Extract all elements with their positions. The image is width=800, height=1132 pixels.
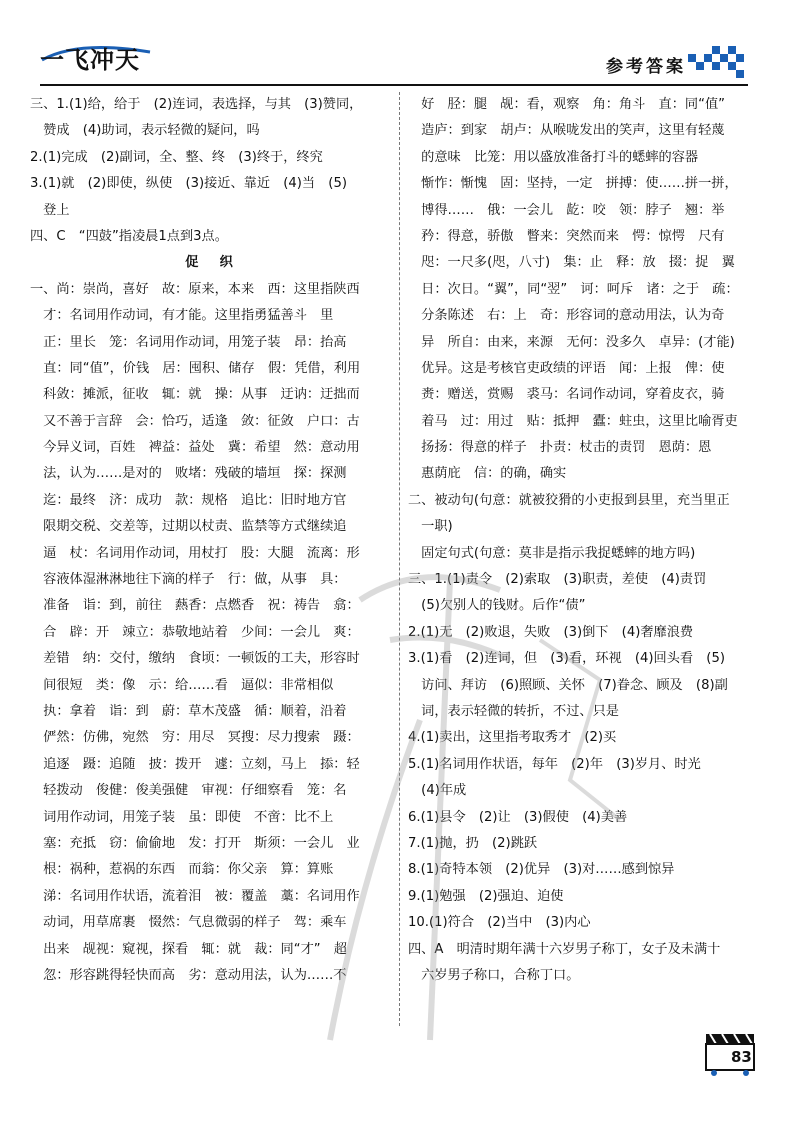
text-line: 科敛：摊派，征收 辄：就 操：从事 迂讷：迂拙而 [30,387,360,403]
text-line: 法，认为……是对的 败堵：残破的墙垣 探：探测 [30,466,347,482]
text-line: 日：次日。“翼”，同“翌” 诃：呵斥 诸：之于 疏： [408,281,739,297]
text-line: 词用作动词，用笼子装 虽：即使 不啻：比不上 [30,809,334,825]
text-line: 三、1.(1)责令 (2)索取 (3)职责，差使 (4)责罚 [408,572,707,588]
text-line: 一、尚：崇尚，喜好 故：原来，本来 西：这里指陕西 [30,281,360,297]
left-column [30,92,392,989]
logo: 一飞冲天 [40,46,140,74]
text-line: 限期交税、交差等，过期以杖责、监禁等方式继续追 [30,519,347,535]
text-line: 6.(1)县令 (2)让 (3)假使 (4)美善 [408,809,628,825]
text-line: 访问、拜访 (6)照顾、关怀 (7)眷念、顾及 (8)副 [408,677,728,693]
text-line: 六岁男子称口，合称丁口。 [408,967,580,983]
text-line: 扬扬：得意的样子 扑责：杖击的责罚 恩荫：恩 [408,440,712,456]
text-line: 的意味 比笼：用以盛放准备打斗的蟋蟀的容器 [408,149,699,165]
text-line: 四、C “四鼓”指凌晨1点到3点。 [30,228,228,244]
text-line: 4.(1)卖出，这里指考取秀才 (2)买 [408,730,617,746]
text-line: 登上 [30,202,70,218]
text-line: 准备 诣：到，前往 爇香：点燃香 祝：祷告 翕： [30,598,360,614]
text-line: 四、A 明清时期年满十六岁男子称丁，女子及未满十 [408,941,721,957]
right-column [408,92,768,989]
text-line: 造庐：到家 胡卢：从喉咙发出的笑声，这里有轻蔑 [408,123,725,139]
text-line: 追逐 蹑：追随 披：拨开 遽：立刻，马上 掭：轻 [30,756,360,772]
text-line: 赞成 (4)助词，表示轻微的疑问，吗 [30,123,260,139]
text-line: 优异。这是考核官吏政绩的评语 闻：上报 俾：使 [408,360,725,376]
section-title: 参考答案 [606,57,686,77]
text-line: 异 所自：由来，来源 无何：没多久 卓异：(才能) [408,334,735,350]
text-line: 正：里长 笼：名词用作动词，用笼子装 昂：抬高 [30,334,347,350]
text-line: 博得…… 俄：一会儿 龁：咬 领：脖子 翘：举 [408,202,725,218]
text-line: 又不善于言辞 会：恰巧，适逢 敛：征敛 户口：古 [30,413,360,429]
text-line: 分条陈述 右：上 奇：形容词的意动用法，认为奇 [408,308,725,324]
text-line: 容液体湿淋淋地往下滴的样子 行：做，从事 具： [30,572,347,588]
text-line: 词，表示轻微的转折，不过、只是 [408,703,619,719]
text-line: 5.(1)名词用作状语，每年 (2)年 (3)岁月、时光 [408,756,701,772]
text-line: 差错 纳：交付，缴纳 食顷：一顿饭的工夫，形容时 [30,651,360,667]
text-line: 今异义词，百姓 裨益：益处 冀：希望 然：意动用 [30,440,360,456]
text-line: 着马 过：用过 贴：抵押 蠹：蛀虫，这里比喻胥吏 [408,413,738,429]
text-line: 动词，用草席裹 惙然：气息微弱的样子 驾：乘车 [30,915,347,931]
text-line: 10.(1)符合 (2)当中 (3)内心 [408,915,591,931]
text-line: 间很短 类：像 示：给……看 逼似：非常相似 [30,677,334,693]
text-line: 2.(1)完成 (2)副词，全、整、终 (3)终于，终究 [30,149,323,165]
text-line: 出来 觇视：窥视，探看 辄：就 裁：同“才” 超 [30,941,347,957]
header-divider [40,84,748,86]
text-line: 合 辟：开 竦立：恭敬地站着 少间：一会儿 爽： [30,624,360,640]
text-line: 8.(1)奇特本领 (2)优异 (3)对……感到惊异 [408,862,675,878]
text-line: 好 胫：腿 觇：看，观察 角：角斗 直：同“值” [408,97,725,112]
text-line: 迄：最终 济：成功 款：规格 追比：旧时地方官 [30,492,347,508]
text-line: 逼 杖：名词用作动词，用杖打 股：大腿 流离：形 [30,545,360,561]
text-line: 固定句式(句意：莫非是指示我捉蟋蟀的地方吗) [408,545,696,561]
text-line: 才：名词用作动词，有才能。这里指勇猛善斗 里 [30,308,334,324]
text-line: 赉：赠送，赏赐 裘马：名词作动词，穿着皮衣，骑 [408,387,725,403]
text-line: 轻拨动 俊健：俊美强健 审视：仔细察看 笼：名 [30,783,347,799]
text-line: 惠荫庇 信：的确，确实 [408,466,567,482]
text-line: 忽：形容跳得轻快而高 劣：意动用法，认为……不 [30,967,347,983]
text-line: 塞：充抵 窃：偷偷地 发：打开 斯须：一会儿 业 [30,835,360,851]
text-line: 直：同“值”，价钱 居：囤积、储存 假：凭借，利用 [30,360,361,376]
text-line: 咫：一尺多(咫，八寸) 集：止 释：放 掇：捉 翼 [408,255,735,271]
text-line: 2.(1)无 (2)败退，失败 (3)倒下 (4)奢靡浪费 [408,624,694,640]
text-line: 一职) [408,519,453,535]
text-line: 二、被动句(句意：就被狡猾的小吏报到县里，充当里正 [408,492,730,508]
text-line: 涕：名词用作状语，流着泪 被：覆盖 藁：名词用作 [30,888,360,904]
text-line: 7.(1)抛，扔 (2)跳跃 [408,835,538,851]
column-divider [399,92,400,1026]
text-line: 三、1.(1)给，给于 (2)连词，表选择，与其 (3)赞同， [30,97,363,112]
page-number: 83 [731,1048,752,1066]
text-line: 3.(1)就 (2)即使，纵使 (3)接近、靠近 (4)当 (5) [30,176,347,192]
text-line: 俨然：仿佛，宛然 穷：用尽 冥搜：尽力搜索 蹑： [30,730,360,746]
text-line: 矜：得意，骄傲 瞥来：突然而来 愕：惊愕 尺有 [408,228,725,244]
text-line: 促 织 [185,255,237,271]
page-header [0,0,800,90]
text-line: 9.(1)勉强 (2)强迫、迫使 [408,888,564,904]
text-line: (5)欠别人的钱财。后作“债” [408,598,586,614]
checker-pattern-icon [688,46,748,78]
text-line: 3.(1)看 (2)连词，但 (3)看，环视 (4)回头看 (5) [408,651,725,667]
text-line: (4)年成 [408,783,467,799]
text-line: 惭怍：惭愧 固：坚持，一定 拼搏：使……拼一拼， [408,176,738,192]
text-line: 执：拿着 诣：到 蔚：草木茂盛 循：顺着，沿着 [30,703,347,719]
text-line: 根：祸种，惹祸的东西 而翁：你父亲 算：算账 [30,862,334,878]
